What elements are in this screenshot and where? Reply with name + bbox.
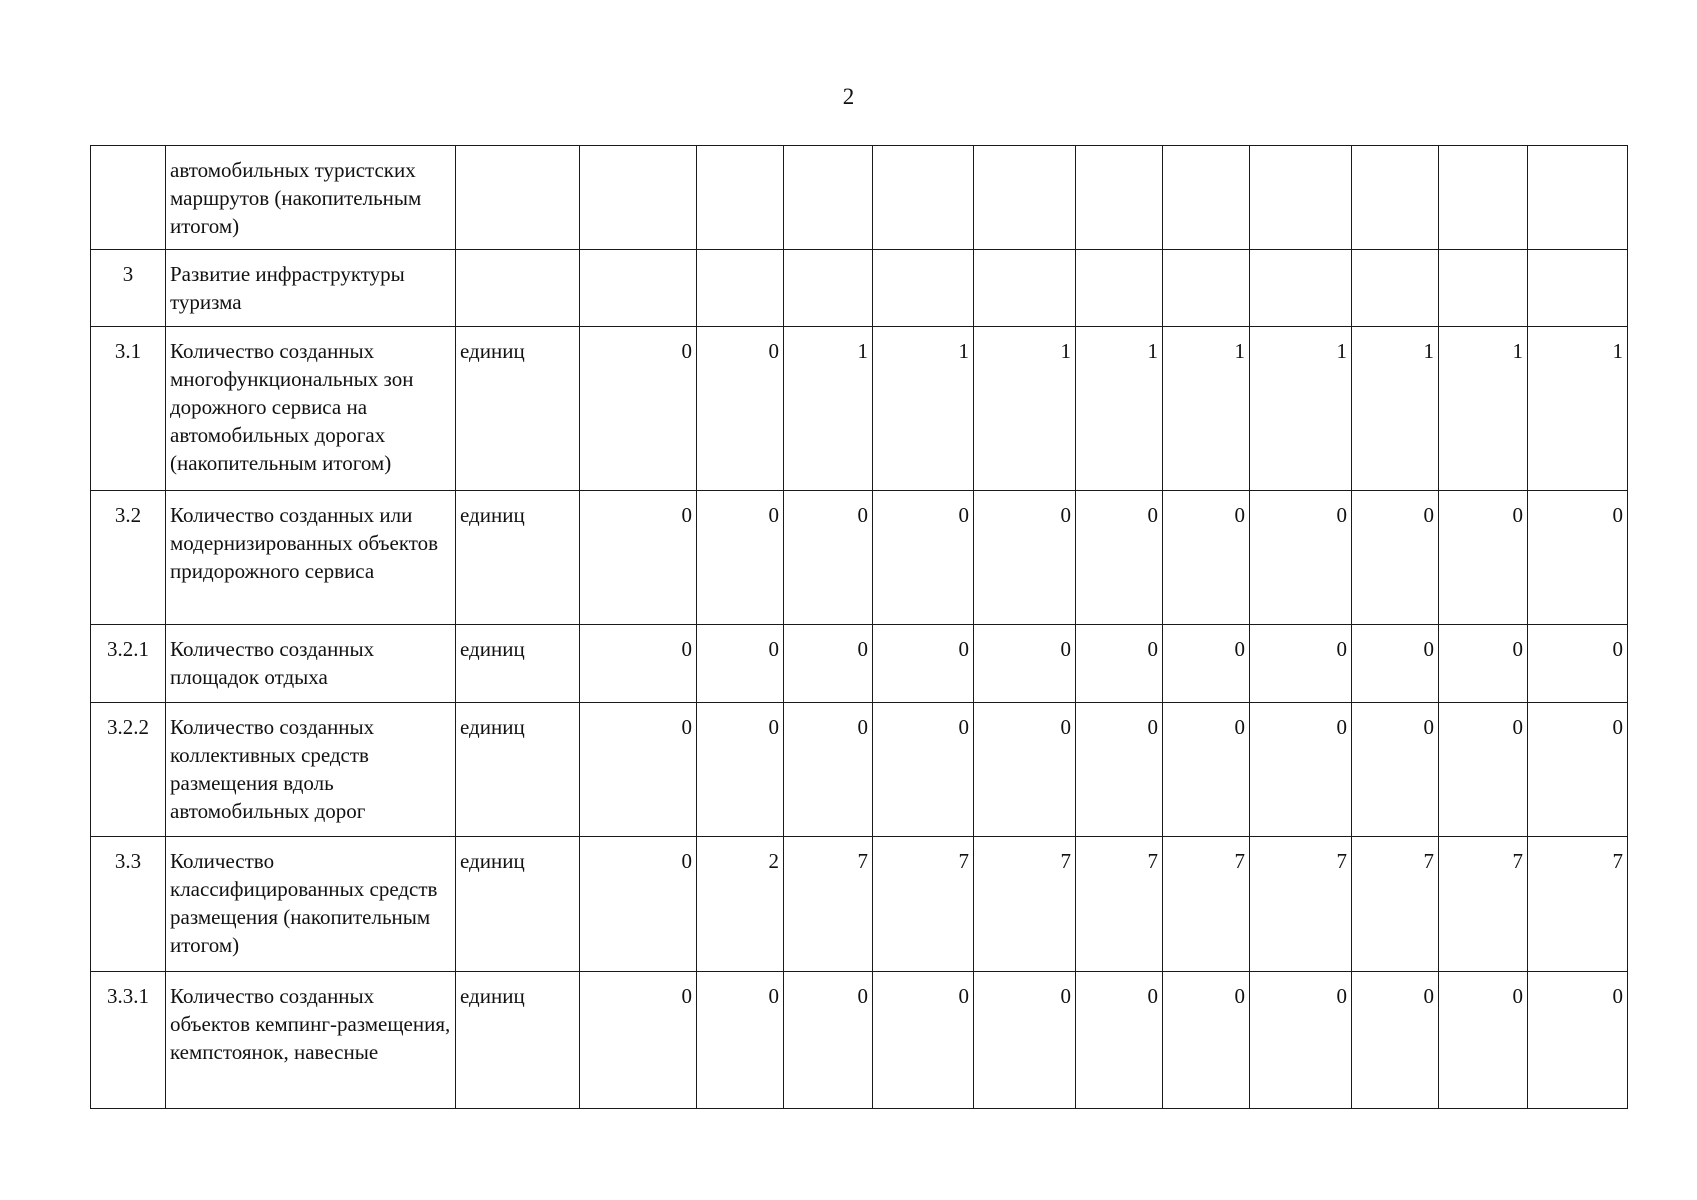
value-cell [580, 250, 697, 327]
value-cell [1439, 146, 1528, 250]
indicator-name: Количество классифицированных средств размещения (накопительным итогом) [166, 837, 456, 972]
value-cell: 0 [1352, 703, 1439, 837]
value-cell: 0 [1439, 703, 1528, 837]
value-cell: 7 [784, 837, 873, 972]
indicator-name: автомобильных туристских маршрутов (накопительным итогом) [166, 146, 456, 250]
value-cell: 0 [1163, 972, 1250, 1109]
value-cell [1439, 250, 1528, 327]
value-cell: 1 [1352, 327, 1439, 491]
value-cell [1076, 250, 1163, 327]
table-row [91, 146, 1628, 250]
value-cell: 1 [873, 327, 974, 491]
value-cell: 0 [873, 703, 974, 837]
value-cell: 0 [784, 972, 873, 1109]
value-cell: 7 [1250, 837, 1352, 972]
value-cell: 0 [580, 972, 697, 1109]
value-cell: 0 [784, 491, 873, 625]
value-cell: 0 [1528, 972, 1628, 1109]
value-cell: 0 [1528, 491, 1628, 625]
value-cell: 0 [697, 327, 784, 491]
value-cell: 0 [784, 703, 873, 837]
value-cell: 0 [1439, 625, 1528, 703]
page-number: 2 [842, 84, 855, 109]
table-row [91, 327, 1628, 491]
value-cell [873, 146, 974, 250]
value-cell: 0 [1528, 703, 1628, 837]
value-cell: 0 [1528, 625, 1628, 703]
indicator-name: Количество созданных коллективных средств размещения вдоль автомобильных дорог [166, 703, 456, 837]
value-cell: 0 [974, 625, 1076, 703]
value-cell: 0 [1250, 972, 1352, 1109]
value-cell: 0 [1163, 625, 1250, 703]
row-number: 3 [91, 250, 166, 327]
value-cell: 0 [580, 491, 697, 625]
value-cell: 0 [784, 625, 873, 703]
table-row [91, 703, 1628, 837]
row-number: 3.2 [91, 491, 166, 625]
value-cell: 0 [697, 625, 784, 703]
value-cell: 7 [1163, 837, 1250, 972]
value-cell: 0 [1439, 972, 1528, 1109]
value-cell: 1 [784, 327, 873, 491]
value-cell: 0 [1250, 625, 1352, 703]
indicator-name: Количество созданных многофункциональных зон дорожного сервиса на автомобильных дорогах (накопительным итогом) [166, 327, 456, 491]
value-cell [1352, 250, 1439, 327]
indicator-name: Количество созданных площадок отдыха [166, 625, 456, 703]
unit-cell: единиц [456, 837, 580, 972]
value-cell [784, 250, 873, 327]
value-cell: 1 [1439, 327, 1528, 491]
value-cell [697, 146, 784, 250]
value-cell [974, 146, 1076, 250]
value-cell: 0 [697, 972, 784, 1109]
value-cell: 0 [1352, 491, 1439, 625]
value-cell [784, 146, 873, 250]
value-cell: 0 [1439, 491, 1528, 625]
value-cell: 0 [873, 491, 974, 625]
value-cell [1528, 250, 1628, 327]
value-cell: 0 [1076, 703, 1163, 837]
value-cell [697, 250, 784, 327]
value-cell [1076, 146, 1163, 250]
value-cell [580, 146, 697, 250]
value-cell: 2 [697, 837, 784, 972]
table-row [91, 491, 1628, 625]
unit-cell [456, 250, 580, 327]
value-cell: 0 [1163, 491, 1250, 625]
value-cell [1163, 250, 1250, 327]
row-number: 3.3.1 [91, 972, 166, 1109]
value-cell: 0 [1352, 625, 1439, 703]
value-cell: 0 [1250, 703, 1352, 837]
unit-cell [456, 146, 580, 250]
value-cell: 0 [1076, 972, 1163, 1109]
value-cell: 7 [1528, 837, 1628, 972]
value-cell: 1 [1250, 327, 1352, 491]
value-cell: 1 [1163, 327, 1250, 491]
unit-cell: единиц [456, 327, 580, 491]
value-cell: 7 [1076, 837, 1163, 972]
table-body [91, 146, 1628, 1109]
value-cell: 0 [873, 972, 974, 1109]
unit-cell: единиц [456, 625, 580, 703]
value-cell: 0 [1250, 491, 1352, 625]
value-cell: 0 [974, 491, 1076, 625]
row-number: 3.3 [91, 837, 166, 972]
table-row [91, 250, 1628, 327]
value-cell: 0 [697, 491, 784, 625]
value-cell [873, 250, 974, 327]
value-cell [974, 250, 1076, 327]
value-cell [1352, 146, 1439, 250]
value-cell: 0 [1163, 703, 1250, 837]
value-cell: 1 [974, 327, 1076, 491]
value-cell: 0 [974, 703, 1076, 837]
value-cell: 0 [1076, 491, 1163, 625]
value-cell [1163, 146, 1250, 250]
table-row [91, 837, 1628, 972]
unit-cell: единиц [456, 491, 580, 625]
unit-cell: единиц [456, 703, 580, 837]
unit-cell: единиц [456, 972, 580, 1109]
value-cell: 7 [974, 837, 1076, 972]
value-cell: 0 [580, 625, 697, 703]
value-cell: 0 [1076, 625, 1163, 703]
indicator-name: Количество созданных или модернизированных объектов придорожного сервиса [166, 491, 456, 625]
indicators-table [90, 145, 1628, 1109]
value-cell: 0 [1352, 972, 1439, 1109]
row-number: 3.2.1 [91, 625, 166, 703]
table-row [91, 625, 1628, 703]
value-cell [1250, 146, 1352, 250]
value-cell: 7 [1352, 837, 1439, 972]
value-cell: 0 [873, 625, 974, 703]
indicator-name: Развитие инфраструктуры туризма [166, 250, 456, 327]
table-row [91, 972, 1628, 1109]
row-number: 3.1 [91, 327, 166, 491]
value-cell: 0 [697, 703, 784, 837]
indicator-name: Количество созданных объектов кемпинг-размещения, кемпстоянок, навесные [166, 972, 456, 1109]
value-cell: 0 [974, 972, 1076, 1109]
row-number: 3.2.2 [91, 703, 166, 837]
value-cell [1528, 146, 1628, 250]
value-cell: 1 [1528, 327, 1628, 491]
value-cell: 7 [1439, 837, 1528, 972]
value-cell: 1 [1076, 327, 1163, 491]
value-cell [1250, 250, 1352, 327]
value-cell: 0 [580, 703, 697, 837]
value-cell: 0 [580, 327, 697, 491]
value-cell: 0 [580, 837, 697, 972]
value-cell: 7 [873, 837, 974, 972]
row-number [91, 146, 166, 250]
